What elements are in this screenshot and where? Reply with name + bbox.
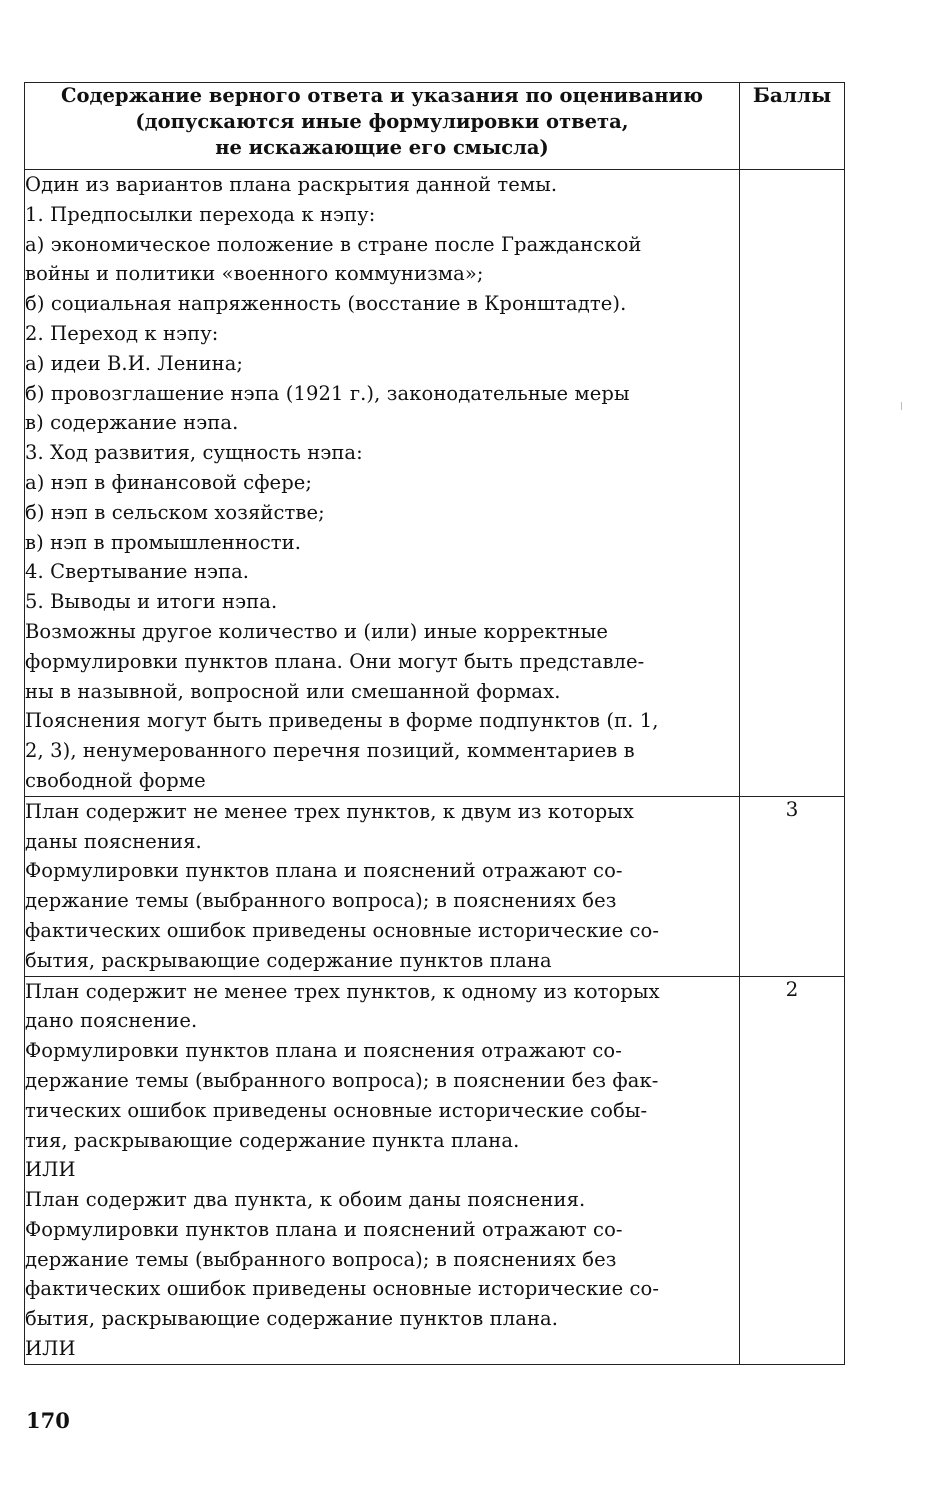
text-line: Формулировки пунктов плана и пояснений отражают со- [25, 859, 623, 883]
table-row [25, 170, 845, 797]
text-line: держание темы (выбранного вопроса); в пояснениях без [25, 1247, 617, 1271]
score-cell: 2 [740, 976, 845, 1364]
text-line: фактических ошибок приведены основные исторические со- [25, 918, 660, 942]
table-row [25, 796, 845, 976]
grading-table [24, 82, 845, 1365]
text-line: бытия, раскрывающие содержание пунктов плана. [25, 1307, 559, 1331]
margin-mark [901, 402, 902, 410]
text-line: 3. Ход развития, сущность нэпа: [25, 441, 363, 465]
text-line: войны и политики «военного коммунизма»; [25, 262, 484, 286]
header-line: (допускаются иные формулировки ответа, [135, 110, 629, 133]
text-line: Формулировки пунктов плана и пояснений отражают со- [25, 1217, 623, 1241]
header-line: не искажающие его смысла) [215, 136, 549, 159]
text-line: Один из вариантов плана раскрытия данной темы. [25, 173, 558, 196]
text-line: держание темы (выбранного вопроса); в пояснениях без [25, 889, 617, 913]
content-cell [25, 170, 740, 797]
text-line: Формулировки пунктов плана и пояснения отражают со- [25, 1039, 622, 1063]
text-line: тия, раскрывающие содержание пункта плана. [25, 1128, 520, 1152]
header-content-cell [25, 83, 740, 170]
text-line: Пояснения могут быть приведены в форме подпунктов (п. 1, [25, 709, 659, 733]
text-line: Возможны другое количество и (или) иные корректные [25, 619, 609, 643]
text-line: фактических ошибок приведены основные исторические со- [25, 1277, 660, 1301]
score-cell [740, 170, 845, 797]
text-line: тических ошибок приведены основные исторические собы- [25, 1098, 648, 1122]
content-cell [25, 796, 740, 976]
header-score-cell: Баллы [740, 83, 845, 170]
text-line: б) социальная напряженность (восстание в Кронштадте). [25, 292, 627, 316]
text-line: даны пояснения. [25, 829, 202, 853]
text-line: 1. Предпосылки перехода к нэпу: [25, 202, 376, 226]
text-line: 2, 3), ненумерованного перечня позиций, комментариев в [25, 739, 635, 763]
text-line: держание темы (выбранного вопроса); в пояснении без фак- [25, 1068, 659, 1092]
text-line: 2. Переход к нэпу: [25, 321, 219, 345]
header-line: Содержание верного ответа и указания по оцениванию [61, 84, 703, 107]
content-cell [25, 976, 740, 1364]
page-number: 170 [26, 1408, 70, 1433]
text-line: План содержит не менее трех пунктов, к одному из которых [25, 979, 660, 1003]
text-line: ИЛИ [25, 1158, 76, 1182]
text-line: б) нэп в сельском хозяйстве; [25, 500, 325, 524]
text-line: 5. Выводы и итоги нэпа. [25, 590, 278, 614]
text-line: свободной форме [25, 768, 206, 792]
text-line: ны в назывной, вопросной или смешанной формах. [25, 679, 561, 703]
text-line: б) провозглашение нэпа (1921 г.), законодательные меры [25, 381, 630, 405]
text-line: в) содержание нэпа. [25, 411, 239, 435]
text-line: План содержит не менее трех пунктов, к двум из которых [25, 799, 635, 823]
text-line: План содержит два пункта, к обоим даны пояснения. [25, 1188, 586, 1212]
text-line: ИЛИ [25, 1337, 76, 1361]
table-row [25, 976, 845, 1364]
text-line: 4. Свертывание нэпа. [25, 560, 250, 584]
table-header-row [25, 83, 845, 170]
text-line: бытия, раскрывающие содержание пунктов плана [25, 948, 552, 972]
text-line: а) экономическое положение в стране после Гражданской [25, 232, 642, 256]
score-cell: 3 [740, 796, 845, 976]
text-line: а) нэп в финансовой сфере; [25, 470, 313, 494]
text-line: а) идеи В.И. Ленина; [25, 351, 244, 375]
text-line: в) нэп в промышленности. [25, 530, 302, 554]
text-line: формулировки пунктов плана. Они могут быть представле- [25, 649, 645, 673]
text-line: дано пояснение. [25, 1009, 198, 1033]
